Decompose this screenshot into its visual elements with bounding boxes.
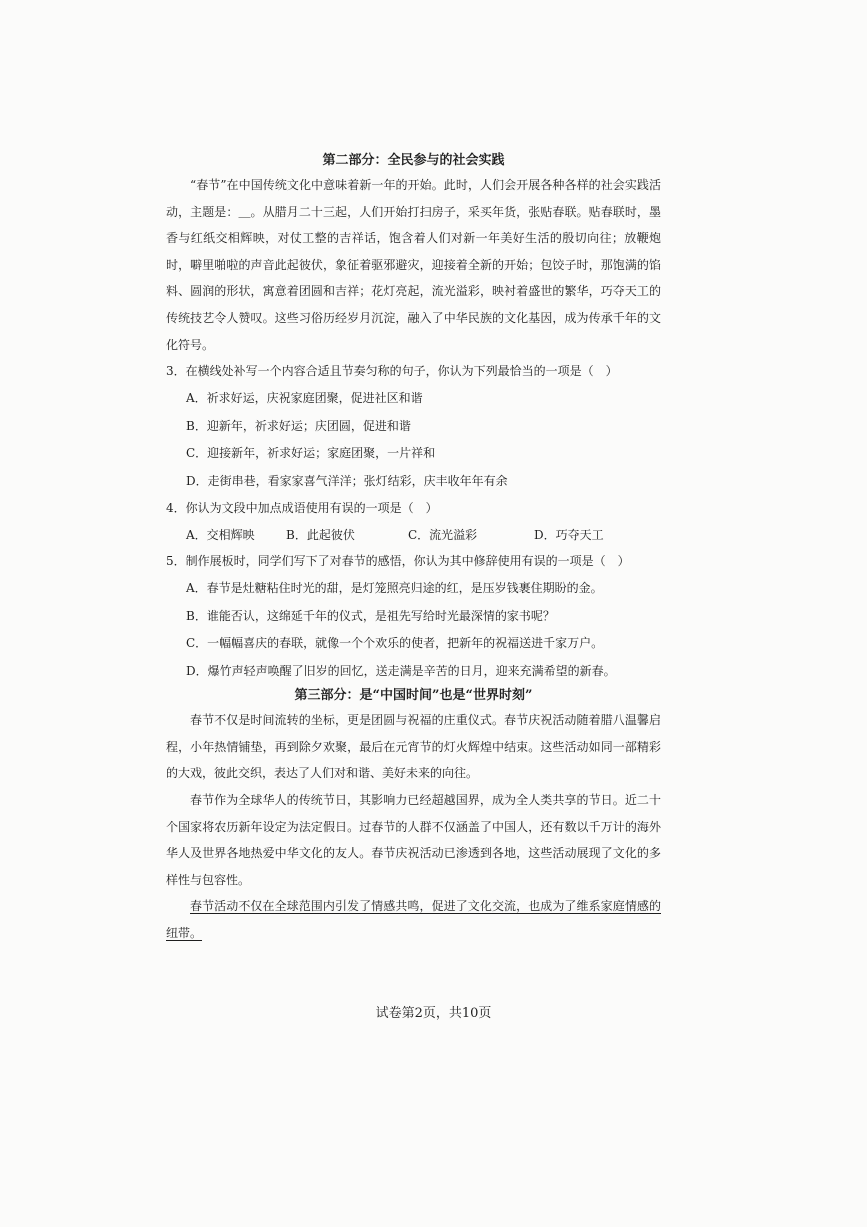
page-content [166, 150, 661, 947]
question-5-option-a: A．春节是灶糖粘住时光的甜，是灯笼照亮归途的红，是压岁钱裹住期盼的金。 [186, 581, 603, 596]
question-5-option-d: D．爆竹声轻声唤醒了旧岁的回忆，送走满是辛苦的日月，迎来充满希望的新春。 [186, 663, 616, 678]
part3-paragraph-3-underlined: 春节活动不仅在全球范围内引发了情感共鸣，促进了文化交流，也成为了维系家庭情感的纽带。 [166, 899, 661, 940]
part2-title: 第二部分：全民参与的社会实践 [322, 153, 505, 168]
question-3-option-c: C．迎接新年，祈求好运；家庭团聚，一片祥和 [186, 446, 436, 461]
question-4-option-a: A．交相辉映 [186, 528, 255, 543]
question-3-option-a: A．祈求好运，庆祝家庭团聚，促进社区和谐 [186, 391, 423, 406]
question-4-option-d: D．巧夺天工 [534, 528, 604, 543]
question-3-option-d: D．走街串巷，看家家喜气洋洋；张灯结彩，庆丰收年年有余 [186, 473, 508, 488]
question-5-option-c: C．一幅幅喜庆的春联，就像一个个欢乐的使者，把新年的祝福送进千家万户。 [186, 636, 604, 651]
question-4-option-c: C．流光溢彩 [408, 528, 478, 543]
question-5 [166, 548, 661, 685]
part3-paragraph-1: 春节不仅是时间流转的坐标，更是团圆与祝福的庄重仪式。春节庆祝活动随着腊八温馨启程，小年热情铺垫，再到除夕欢聚，最后在元宵节的灯火辉煌中结束。这些活动如同一部精彩的大戏，彼此交织，表达了人们对和谐、美好未来的向往。 [166, 713, 661, 781]
page-footer: 试卷第2页，共10页 [375, 1006, 492, 1021]
part3-title: 第三部分：是“中国时间”也是“世界时刻” [294, 688, 533, 704]
question-3-stem: 3．在横线处补写一个内容合适且节奏匀称的句子，你认为下列最恰当的一项是（ ） [166, 364, 618, 379]
question-3 [166, 358, 661, 495]
question-4-option-b: B．此起彼伏 [286, 528, 355, 543]
question-4 [166, 495, 661, 548]
question-5-option-b: B．谁能否认，这绵延千年的仪式，是祖先写给时光最深情的家书呢？ [186, 608, 555, 623]
part2-passage: “春节”在中国传统文化中意味着新一年的开始。此时，人们会开展各种各样的社会实践活动，主题是：＿。从腊月二十三起，人们开始打扫房子，采买年货，张贴春联。贴春联时，墨香与红纸交相辉映，对仗工整的吉祥话，饱含着人们对新一年美好生活的殷切向往；放鞭炮时，噼里啪啦的声音此起彼伏，象征着驱邪避灾，迎接着全新的开始；包饺子时，那饱满的馅料、圆润的形状，寓意着团圆和吉祥；花灯亮起，流光溢彩，映衬着盛世的繁华，巧夺天工的传统技艺令人赞叹。这些习俗历经岁月沉淀，融入了中华民族的文化基因，成为传承千年的文化符号。 [166, 178, 661, 352]
question-5-stem: 5．制作展板时，同学们写下了对春节的感悟，你认为其中修辞使用有误的一项是（ ） [166, 554, 630, 569]
part3-paragraph-2: 春节作为全球华人的传统节日，其影响力已经超越国界，成为全人类共享的节日。近二十个国家将农历新年设定为法定假日。过春节的人群不仅涵盖了中国人，还有数以千万计的海外华人及世界各地热爱中华文化的友人。春节庆祝活动已渗透到各地，这些活动展现了文化的多样性与包容性。 [166, 792, 661, 887]
question-4-options [186, 522, 661, 548]
question-3-option-b: B．迎新年，祈求好运；庆团圆，促进和谐 [186, 418, 411, 433]
question-4-stem: 4．你认为文段中加点成语使用有误的一项是（ ） [166, 501, 438, 516]
